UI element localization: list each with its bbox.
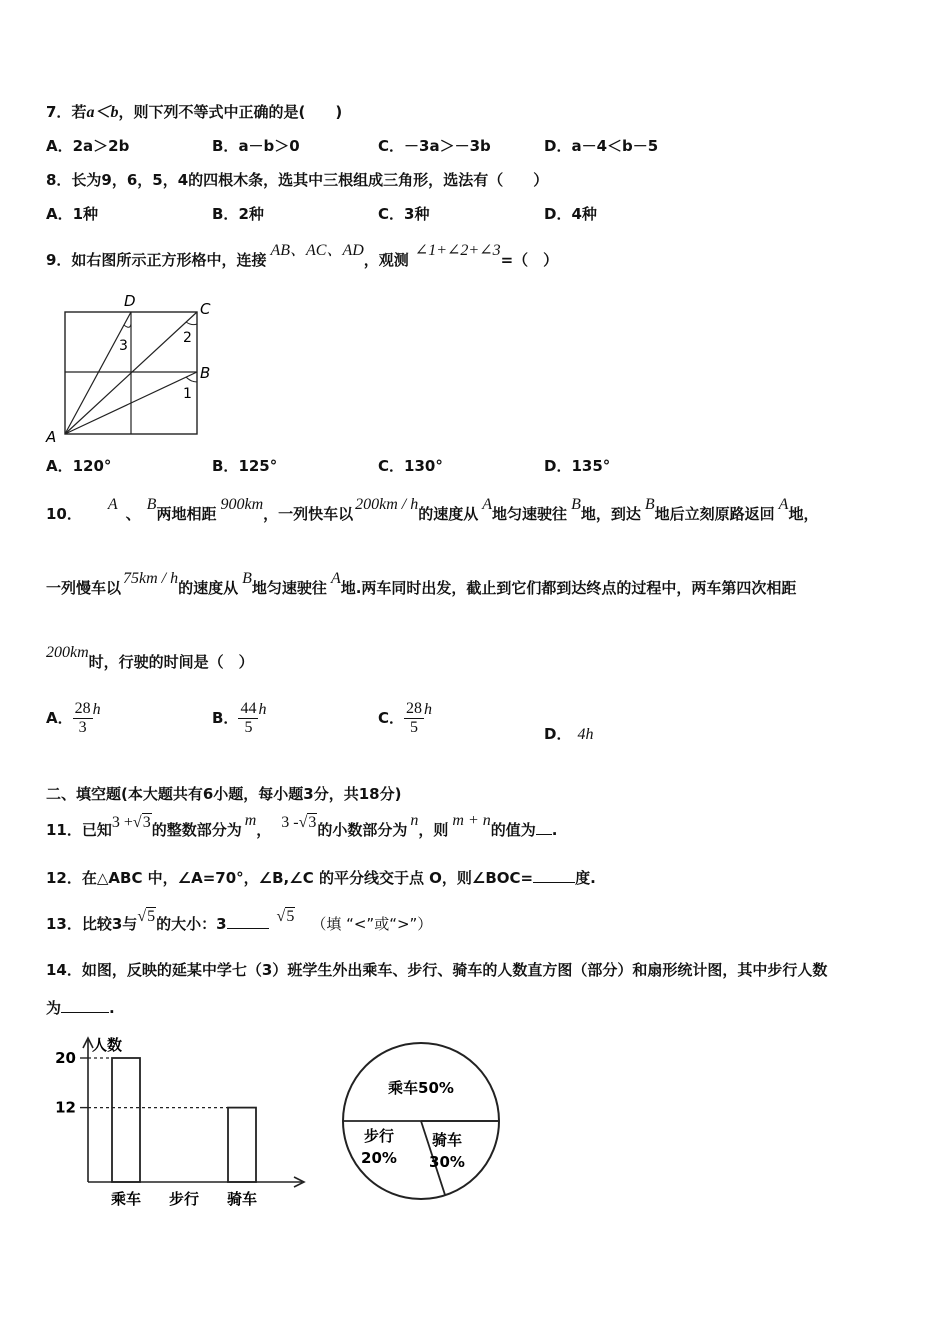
label-angle-3: 3 [119,338,128,354]
q11-stem: 11．已知3 +√3的整数部分为m， 3 -√3的小数部分为n，则m + n的值为 . [46,812,558,839]
q7-stem: 7．若a＜b，则下列不等式中正确的是( ) [46,103,343,121]
q9-grid-figure [40,290,230,450]
x-tick-label-1: 步行 [168,1190,200,1208]
label-a: A [46,428,57,446]
label-c: C [200,300,211,318]
angle-arc-2 [186,322,197,325]
section2-title: 二、填空题(本大题共有6小题，每小题3分，共18分) [46,785,402,803]
pie-chart [336,1036,506,1206]
q9-stem: 9．如右图所示正方形格中，连接AB、AC、AD，观测∠1+∠2+∠3=（ ） [46,242,559,269]
label-d: D [124,292,136,310]
pie-label-1-0: 步行 [363,1127,395,1145]
q14-answer-blank [61,1012,109,1013]
label-angle-2: 2 [183,330,192,346]
pie-label-1-1: 20% [361,1149,397,1167]
q12-stem: 12．在△ABC 中，∠A=70°，∠B,∠C 的平分线交于点 O，则∠BOC= 度. [46,869,596,887]
q9-option-c: C．130° [378,457,443,475]
q8-option-a: A．1种 [46,205,99,223]
q14-line2: 为 . [46,999,115,1017]
q10-line3: 200km时，行驶的时间是（ ） [46,644,254,671]
q10-line1: 10．A、B两地相距900km，一列快车以200km / h的速度从A地匀速驶往B地，到达B地后立刻原路返回A地， [46,496,819,523]
q9-option-b: B．125° [212,457,278,475]
x-tick-label-0: 乘车 [110,1190,142,1208]
q9-option-d: D．135° [544,457,611,475]
q8-stem: 8．长为9，6，5，4的四根木条，选其中三根组成三角形，选法有（ ） [46,171,549,189]
y-tick-label-12: 12 [55,1098,76,1117]
x-tick-label-2: 骑车 [226,1190,258,1208]
q8-option-c: C．3种 [378,205,430,223]
pie-label-0-0: 乘车50% [388,1079,454,1097]
q10-option-c: C． $\frac{28}{5}$ h [378,700,433,736]
q13-answer-blank [227,928,269,929]
q10-option-a: A． $\frac{28}{3}$ h [46,700,101,736]
q13-stem: 13．比较3与√5的大小：3 √5 （填 “<”或“>”） [46,908,433,933]
bar-2 [228,1108,256,1182]
angle-arc-1 [186,377,197,382]
q9-option-a: A．120° [46,457,112,475]
bar-chart-ylabel: 人数 [92,1036,123,1054]
q10-option-b: B． $\frac{44}{5}$ h [212,700,267,736]
q14-line1: 14．如图，反映的延某中学七（3）班学生外出乘车、步行、骑车的人数直方图（部分）和扇形统计图，其中步行人数 [46,961,828,979]
q8-option-b: B．2种 [212,205,264,223]
pie-label-2-0: 骑车 [431,1131,463,1149]
segment-ad [65,312,131,434]
q8-option-d: D．4种 [544,205,597,223]
q7-option-a: A．2a＞2b [46,137,130,155]
q7-option-b: B．a－b＞0 [212,137,300,155]
pie-label-2-1: 30% [429,1153,465,1171]
q10-line2: 一列慢车以75km / h的速度从B地匀速驶往A地.两车同时出发，截止到它们都到达终点的过程中，两车第四次相距 [46,570,797,597]
label-angle-1: 1 [183,386,192,402]
angle-arc-3 [124,324,131,327]
q7-option-d: D．a－4＜b－5 [544,137,659,155]
q12-answer-blank [533,882,575,883]
bar-chart [52,1030,322,1220]
q7-option-c: C．－3a＞－3b [378,137,491,155]
bar-0 [112,1058,140,1182]
label-b: B [200,364,211,382]
q10-option-d: D． 4h [544,725,594,743]
y-tick-label-20: 20 [55,1049,76,1067]
